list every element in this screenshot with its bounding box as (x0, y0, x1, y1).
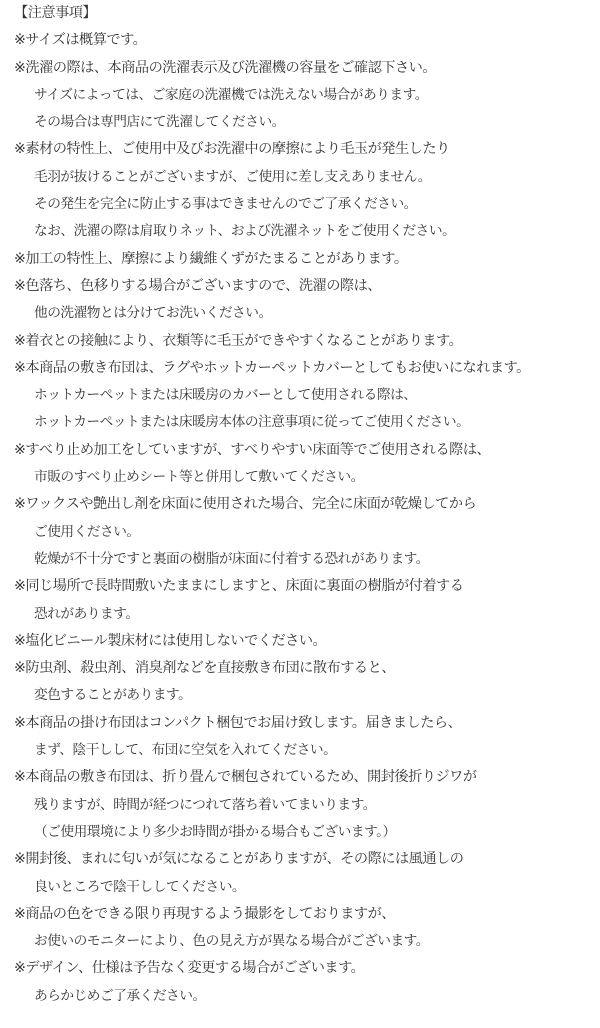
note-item: ※開封後、まれに匂いが気になることがありますが、その際には風通しの (14, 851, 464, 868)
note-item: ※サイズは概算です。 (14, 32, 147, 49)
note-continuation: なお、洗濯の際は肩取りネット、および洗濯ネットをご使用ください。 (34, 223, 456, 240)
notes-heading: 【注意事項】 (14, 5, 97, 21)
note-continuation: 乾燥が不十分ですと裏面の樹脂が床面に付着する恐れがあります。 (34, 550, 429, 567)
note-continuation: あらかじめご了承ください。 (34, 987, 206, 1004)
note-item: ※すべり止め加工をしていますが、すべりやすい床面等でご使用される際は、 (14, 441, 491, 458)
note-item: ※洗濯の際は、本商品の洗濯表示及び洗濯機の容量をご確認下さい。 (14, 59, 437, 76)
note-continuation: その発生を完全に防止する事はできませんのでご了承ください。 (34, 196, 417, 213)
note-continuation: サイズによっては、ご家庭の洗濯機では洗えない場合があります。 (34, 86, 428, 103)
note-item: ※加工の特性上、摩擦により繊維くずがたまることがあります。 (14, 250, 408, 267)
note-continuation: 変色することがあります。 (34, 687, 192, 704)
note-item: ※素材の特性上、ご使用中及びお洗濯中の摩擦により毛玉が発生したり (14, 141, 450, 158)
note-continuation: 恐れがあります。 (34, 605, 139, 622)
note-continuation: ご使用ください。 (34, 523, 140, 540)
note-continuation: 他の洗濯物とは分けてお洗いください。 (34, 305, 272, 322)
note-item: ※同じ場所で長時間敷いたままにしますと、床面に裏面の樹脂が付着する (14, 578, 464, 595)
note-item: ※塩化ビニール製床材には使用しないでください。 (14, 632, 327, 649)
note-continuation: お使いのモニターにより、色の見え方が異なる場合がございます。 (34, 933, 429, 950)
note-item: ※本商品の敷き布団は、折り畳んで梱包されているため、開封後折りジワが (14, 769, 477, 786)
note-continuation: 毛羽が抜けることがございますが、ご使用に差し支えありません。 (34, 168, 431, 185)
note-continuation: まず、陰干しして、布団に空気を入れてください。 (34, 742, 337, 759)
note-item: ※防虫剤、殺虫剤、消臭剤などを直接敷き布団に散布すると、 (14, 660, 395, 677)
note-item: ※本商品の掛け布団はコンパクト梱包でお届け致します。届きましたら、 (14, 714, 462, 731)
caution-notes (14, 0, 598, 1010)
note-continuation: 市販のすべり止めシート等と併用して敷いてください。 (34, 469, 364, 486)
note-continuation: その場合は専門店にて洗濯してください。 (34, 114, 285, 131)
note-continuation: 残りますが、時間が経つにつれて落ち着いてまいります。 (34, 796, 376, 813)
note-continuation: ホットカーペットまたは床暖房のカバーとして使用される際は、 (34, 387, 417, 404)
note-item: ※デザイン、仕様は予告なく変更する場合がございます。 (14, 960, 365, 977)
note-item: ※着衣との接触により、衣類等に毛玉ができやすくなることがあります。 (14, 332, 463, 349)
note-continuation: （ご使用環境により多少お時間が掛かる場合もございます。） (34, 823, 396, 840)
note-item: ※色落ち、色移りする場合がございますので、洗濯の際は、 (14, 277, 381, 294)
note-item: ※ワックスや艶出し剤を床面に使用された場合、完全に床面が乾燥してから (14, 496, 477, 513)
note-continuation: 良いところで陰干ししてください。 (34, 878, 246, 895)
note-continuation: ホットカーペットまたは床暖房本体の注意事項に従ってご使用ください。 (34, 414, 470, 431)
note-item: ※商品の色をできる限り再現するよう撮影をしておりますが、 (14, 905, 395, 922)
note-item: ※本商品の敷き布団は、ラグやホットカーペットカバーとしてもお使いになれます。 (14, 359, 530, 376)
